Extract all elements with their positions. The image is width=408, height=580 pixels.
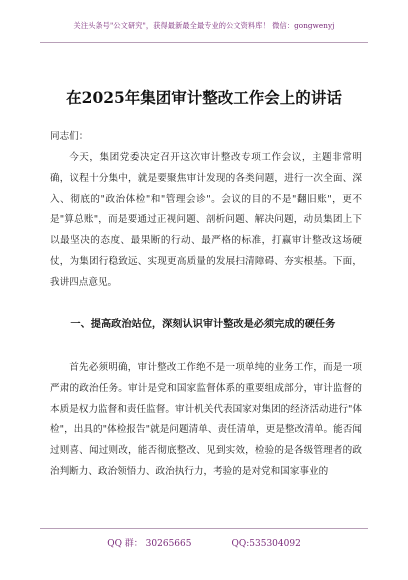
salutation: 同志们：	[50, 131, 89, 142]
footer	[0, 536, 408, 549]
document-title: 在2025年集团审计整改工作会上的讲话	[66, 88, 342, 107]
paragraph-section-1: 首先必须明确，审计整改工作绝不是一项单纯的业务工作，而是一项严肃的政治任务。审计是党和国家监督体系的重要组成部分，审计监督的本质是权力监督和责任监督。审计机关代表国家对集团的经济活动进行"体检"，出具的"体检报告"就是问题清单、责任清单，更是整改清单。能否闻过则喜、闻过则改，能否彻底整改、见到实效，检验的是各级管理者的政治判断力、政治领悟力、政治执行力，考验的是对党和国家事业的	[50, 362, 362, 477]
section-heading-1: 一、提高政治站位，深刻认识审计整改是必须完成的硬任务	[70, 318, 336, 330]
footer-divider	[40, 528, 368, 529]
header-banner: 关注头条号"公文研究"，获得最新最全最专业的公文资料库！ 微信：gongwenyj	[73, 21, 335, 30]
paragraph-intro: 今天，集团党委决定召开这次审计整改专项工作会议，主题非常明确，议程十分集中，就是要聚焦审计发现的各类问题，进行一次全面、深入、彻底的"政治体检"和"管理会诊"。会议的目的不是"翻旧账"，更不是"算总账"，而是要通过正视问题、剖析问题、解决问题，动员集团上下以最坚决的态度、最果断的行动、最严格的标准，打赢审计整改这场硬仗，为集团行稳致远、实现更高质量的发展扫清障碍、夯实根基。下面，我讲四点意见。	[50, 152, 362, 288]
header-divider	[40, 42, 368, 43]
footer-qq-contact: QQ:535304092	[231, 539, 301, 549]
footer-qq-group: QQ 群： 30265665	[107, 539, 192, 549]
